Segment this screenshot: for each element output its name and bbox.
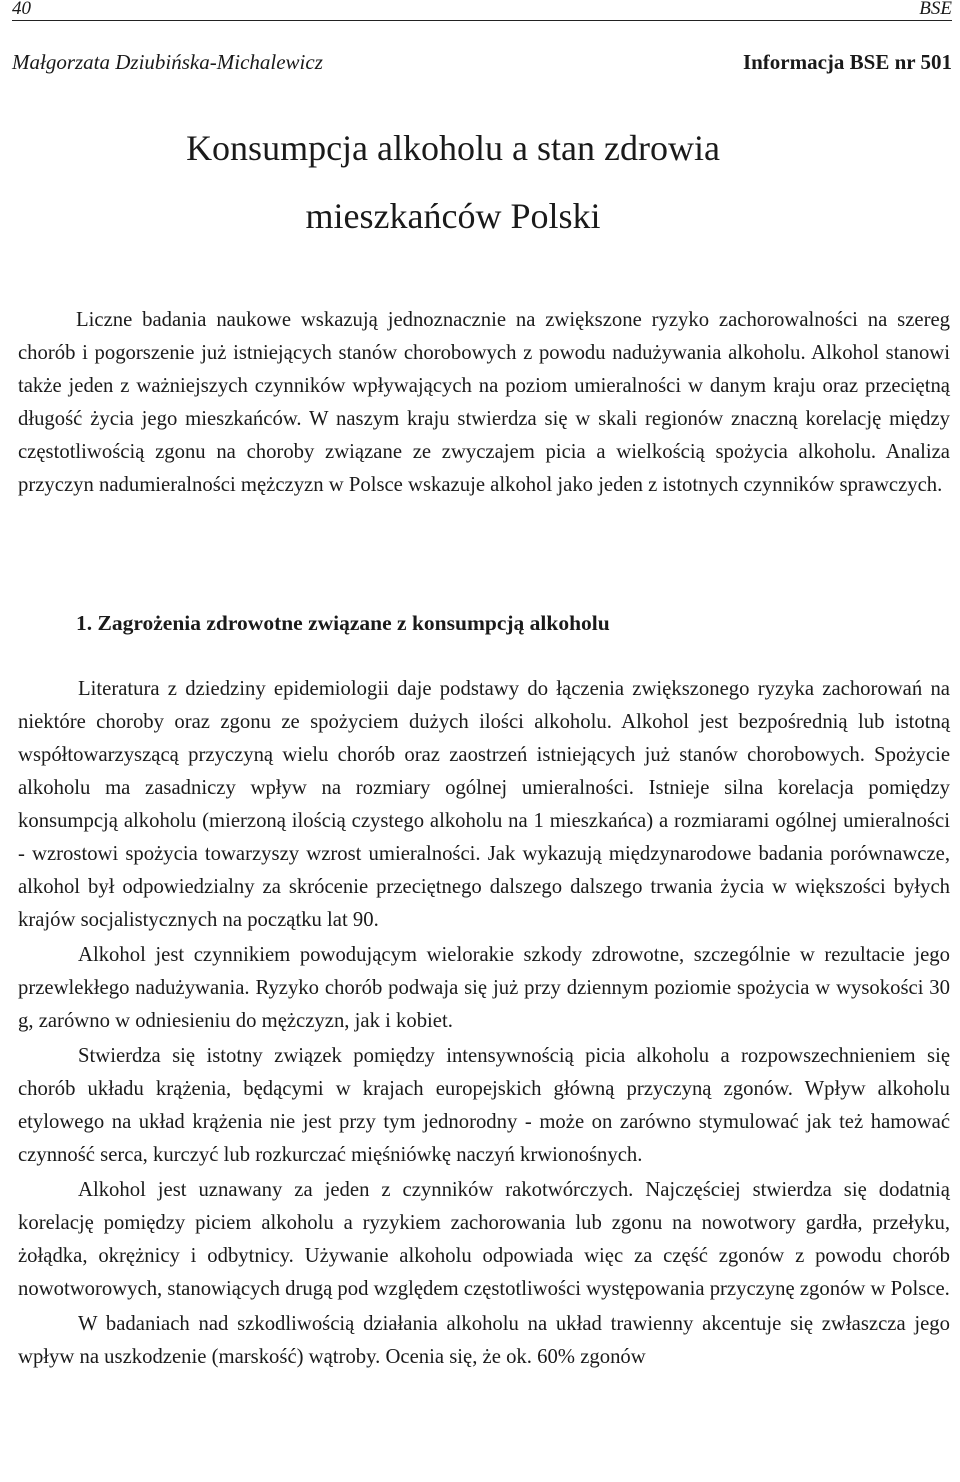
section-body	[18, 673, 950, 1374]
page-number: 40	[12, 0, 31, 19]
body-paragraph: Alkohol jest czynnikiem powodującym wielorakie szkody zdrowotne, szczególnie w rezultacie jego przewlekłego nadużywania. Ryzyko chorób podwaja się już przy dziennym poziomie spożycia w wysokości 30 g, zarówno w odniesieniu do mężczyzn, jak i kobiet.	[18, 944, 950, 1032]
abstract	[18, 304, 950, 502]
abstract-paragraph: Liczne badania naukowe wskazują jednoznacznie na zwiększone ryzyko zachorowalności na szereg chorób i pogorszenie już istniejących stanów chorobowych z powodu nadużywania alkoholu. Alkohol stanowi także jeden z ważniejszych czynników wpływających na poziom umieralności w danym kraju oraz przeciętną długość życia jego mieszkańców. W naszym kraju stwierdza się w skali regionów znaczną korelację między częstotliwością zgonu na choroby związane ze zwyczajem picia a wielkością spożycia alkoholu. Analiza przyczyn nadumieralności mężczyzn w Polsce wskazuje alkohol jako jeden z istotnych czynników sprawczych.	[18, 309, 950, 496]
body-paragraph: Alkohol jest uznawany za jeden z czynników rakotwórczych. Najczęściej stwierdza się dodatnią korelację pomiędzy piciem alkoholu a ryzykiem zachorowania lub zgonu na nowotwory gardła, przełyku, żołądka, okrężnicy i odbytnicy. Używanie alkoholu odpowiada więc za część zgonów z powodu chorób nowotworowych, stanowiących drugą pod względem częstotliwości występowania przyczynę zgonów w Polsce.	[18, 1179, 950, 1300]
journal-name: BSE	[919, 0, 952, 19]
body-paragraph: W badaniach nad szkodliwością działania alkoholu na układ trawienny akcentuje się zwłaszcza jego wpływ na uszkodzenie (marskość) wątroby. Ocenia się, że ok. 60% zgonów	[18, 1313, 950, 1368]
byline	[12, 50, 952, 76]
document-title-line-1: Konsumpcja alkoholu a stan zdrowia	[186, 128, 720, 168]
document-title-line-2: mieszkańców Polski	[305, 196, 601, 236]
body-paragraph: Stwierdza się istotny związek pomiędzy intensywnością picia alkoholu a rozpowszechnieniem się chorób układu krążenia, będącymi w krajach europejskich główną przyczyną zgonów. Wpływ alkoholu etylowego na układ krążenia nie jest przy tym jednorodny - może on zarówno stymulować jak też hamować czynność serca, kurczyć lub rozkurczać mięśniówkę naczyń krwionośnych.	[18, 1045, 950, 1166]
section-heading: 1. Zagrożenia zdrowotne związane z konsumpcją alkoholu	[76, 611, 610, 635]
author-name: Małgorzata Dziubińska-Michalewicz	[12, 50, 323, 74]
running-header	[12, 0, 952, 21]
body-paragraph: Literatura z dziedziny epidemiologii daje podstawy do łączenia zwiększonego ryzyka zachorowań na niektóre choroby oraz zgonu ze spożyciem dużych ilości alkoholu. Alkohol jest bezpośrednią lub istotną współtowarzyszącą przyczyną wielu chorób oraz zaostrzeń istniejących już stanów chorobowych. Spożycie alkoholu ma zasadniczy wpływ na rozmiary ogólnej umieralności. Istnieje silna korelacja pomiędzy konsumpcją alkoholu (mierzoną ilością czystego alkoholu na 1 mieszkańca) a rozmiarami ogólnej umieralności - wzrostowi spożycia towarzyszy wzrost umieralności. Jak wykazują międzynarodowe badania porównawcze, alkohol był odpowiedzialny za skrócenie przeciętnego dalszego dalszego trwania życia w większości byłych krajów socjalistycznych na początku lat 90.	[18, 678, 950, 931]
report-series: Informacja BSE nr 501	[742, 50, 952, 74]
